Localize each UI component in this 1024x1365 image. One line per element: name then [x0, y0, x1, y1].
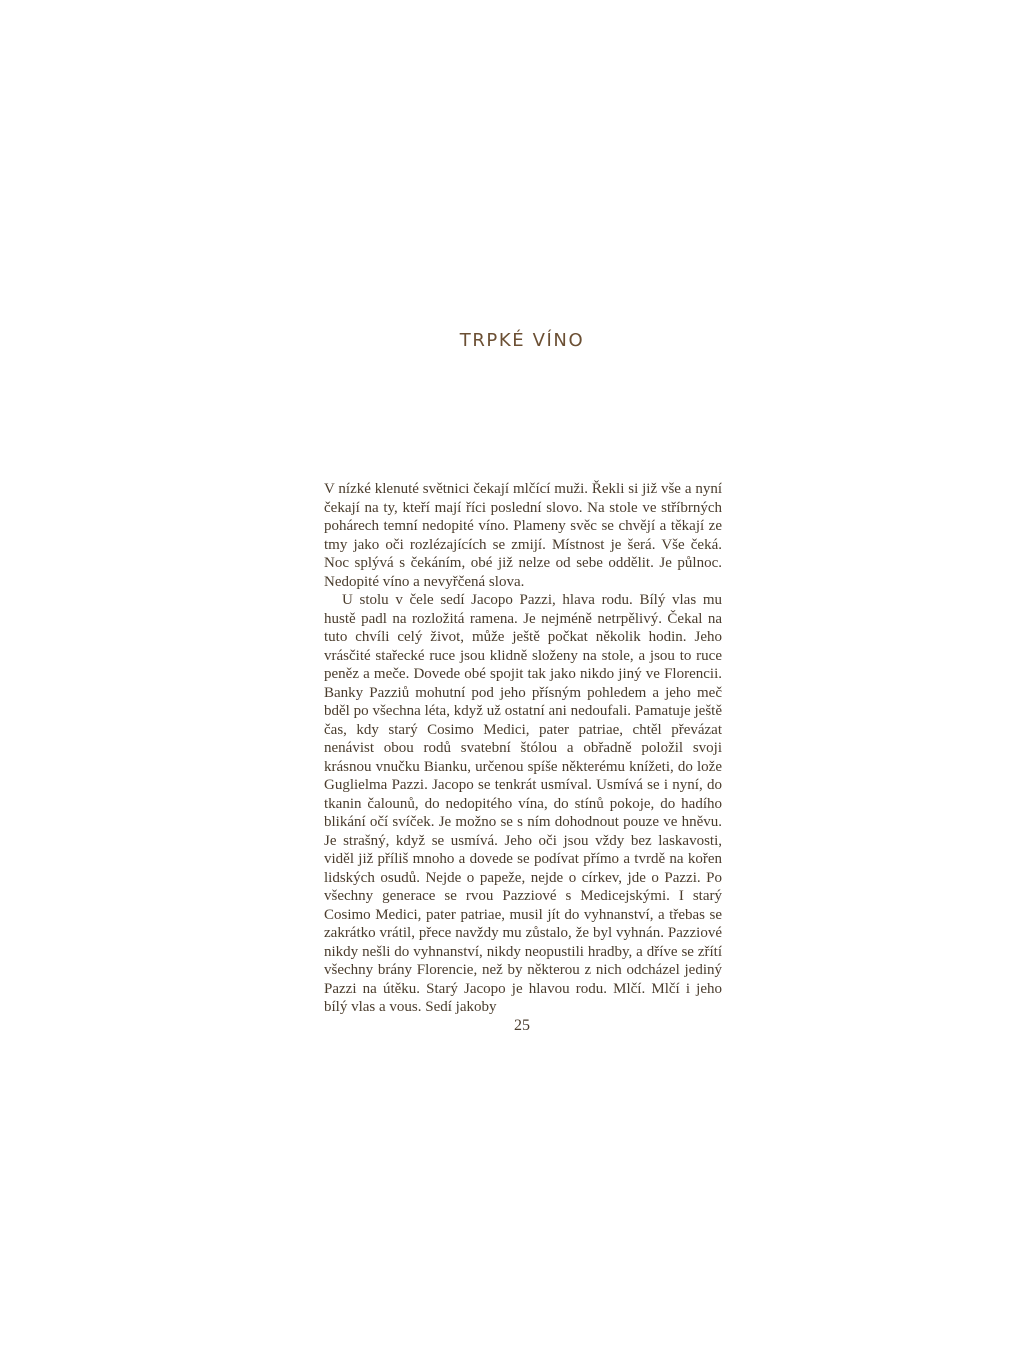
page-number: 25	[514, 1017, 530, 1034]
body-text	[324, 480, 722, 1017]
paragraph-2: U stolu v čele sedí Jacopo Pazzi, hlava rodu. Bílý vlas mu hustě padl na rozložitá ramena. Je nejméně netrpělivý. Čekal na tuto chvíli celý život, může ještě počkat několik hodin. Jeho vrásčité stařecké ruce jsou klidně složeny na stole, a jsou to ruce peněz a meče. Dovede obé spojit tak jako nikdo jiný ve Florencii. Banky Pazziů mohutní pod jeho přísným pohledem a jeho meč bděl po všechna léta, když už ostatní ani nedoufali. Pamatuje ještě čas, kdy starý Cosimo Medici, pater patriae, chtěl převázat nenávist obou rodů svatební štólou a obřadně položil svoji krásnou vnučku Bianku, určenou spíše některému knížeti, do lože Guglielma Pazzi. Jacopo se tenkrát usmíval. Usmívá se i nyní, do tkanin čalounů, do nedopitého vína, do stínů pokoje, do hadího blikání očí svíček. Je možno se s ním dohodnout pouze ve hněvu. Je strašný, když se usmívá. Jeho oči jsou vždy bez laskavosti, viděl již příliš mnoho a dovede se podívat přímo a tvrdě na kořen lidských osudů. Nejde o papeže, nejde o církev, jde o Pazzi. Po všechny generace se rvou Pazziové s Medicejskými. I starý Cosimo Medici, pater patriae, musil jít do vyhnanství, a třebas se zakrátko vrátil, přece navždy mu zůstalo, že byl vyhnán. Pazziové nikdy nešli do vyhnanství, nikdy neopustili hradby, a dříve se zřítí všechny brány Florencie, než by některou z nich odcházel jediný Pazzi na útěku. Starý Jacopo je hlavou rodu. Mlčí. Mlčí i jeho bílý vlas a vous. Sedí jakoby	[324, 592, 722, 1015]
paragraph-1: V nízké klenuté světnici čekají mlčící muži. Řekli si již vše a nyní čekají na ty, kteří mají říci poslední slovo. Na stole ve stříbrných pohárech temní nedopité víno. Plameny svěc se chvějí a těkají ze tmy jako oči rozlézajících se zmijí. Místnost je šerá. Vše čeká. Noc splývá s čekáním, obé již nelze od sebe oddělit. Je půlnoc. Nedopité víno a nevyřčená slova.	[324, 481, 722, 590]
chapter-title: TRPKÉ VÍNO	[459, 330, 585, 351]
